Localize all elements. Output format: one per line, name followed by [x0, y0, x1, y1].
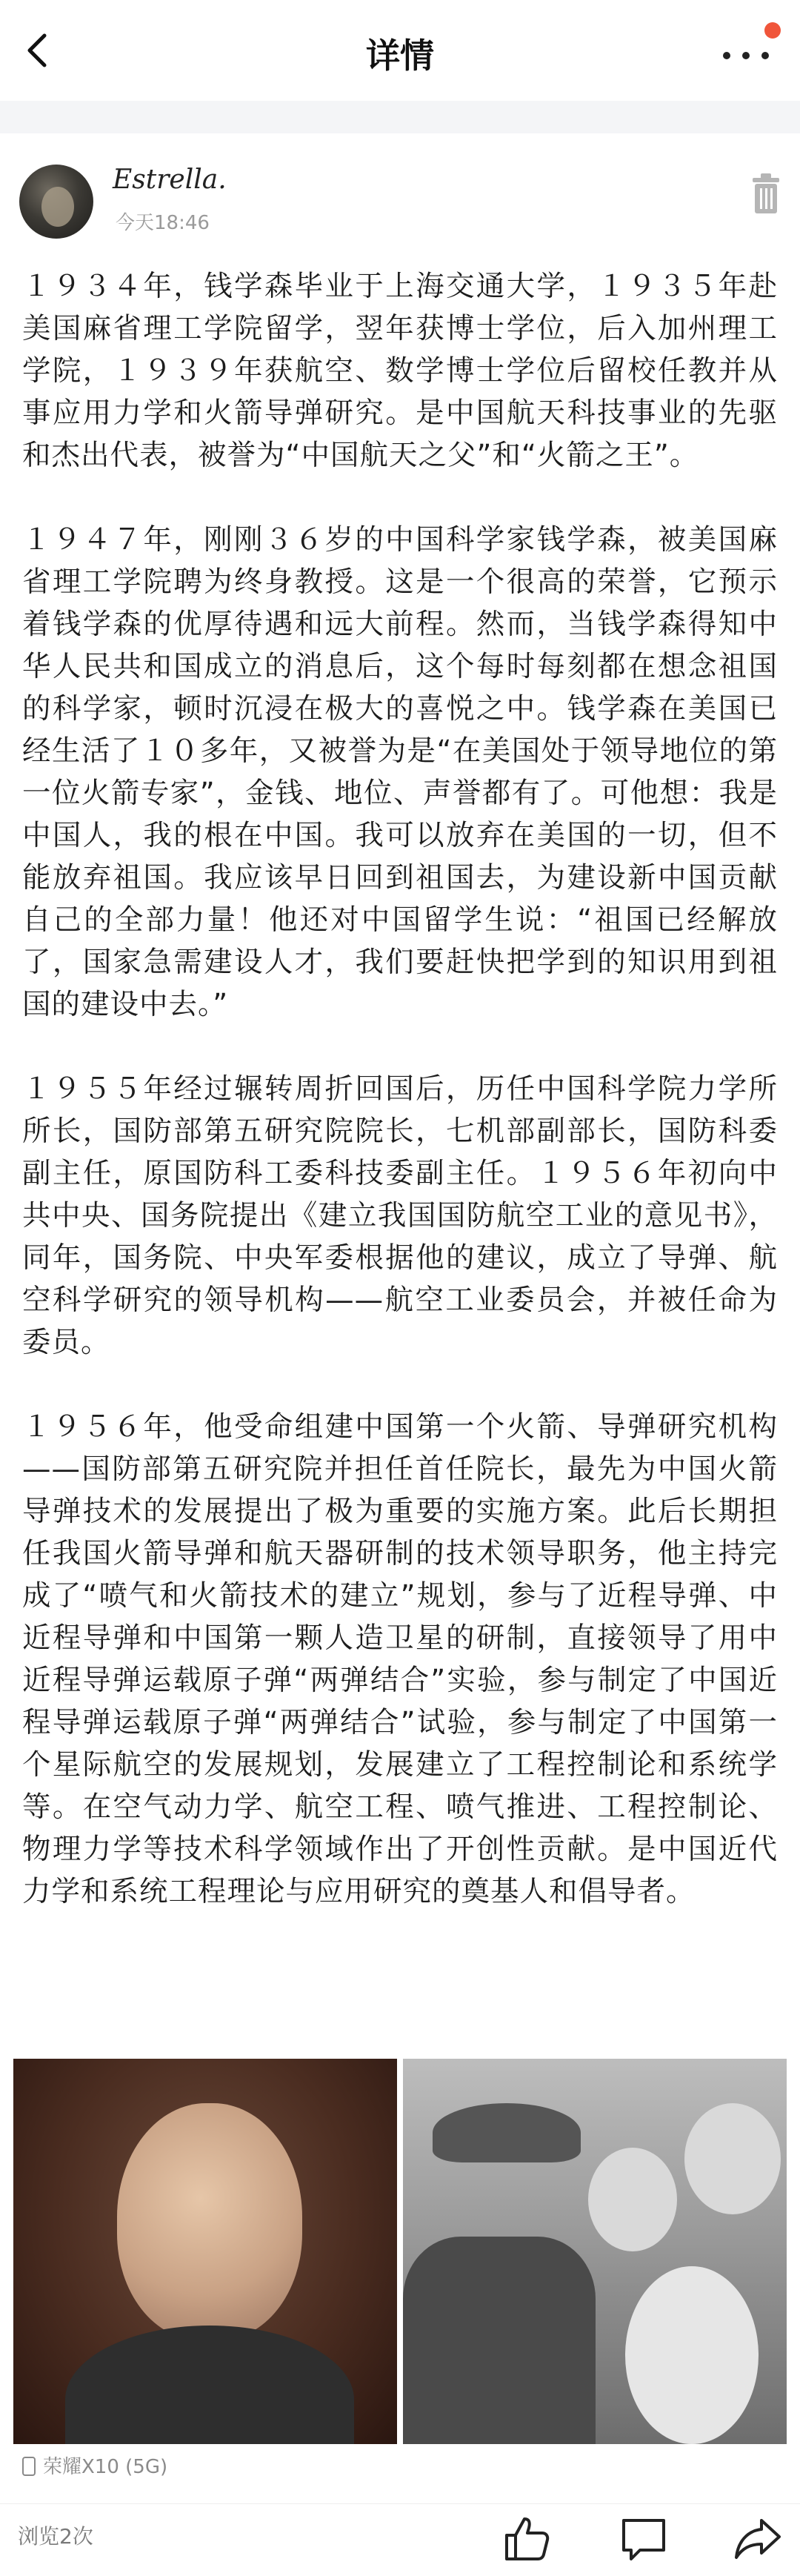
top-bar: [0, 0, 800, 101]
trash-icon[interactable]: [750, 172, 782, 216]
post-time: 今天18:46: [116, 212, 210, 234]
share-icon[interactable]: [732, 2513, 784, 2565]
paragraph-1: １９３４年，钱学森毕业于上海交通大学，１９３５年赴美国麻省理工学院留学，翌年获博士学位，后入加州理工学院，１９３９年获航空、数学博士学位后留校任教并从事应用力学和火箭导弹研究。是中国航天科技事业的先驱和杰出代表，被誉为“中国航天之父”和“火箭之王”。: [22, 270, 778, 472]
page-title: 详情: [366, 36, 434, 76]
header-divider: [0, 101, 800, 133]
more-dots-icon[interactable]: [714, 37, 781, 74]
device-name: 荣耀X10 (5G): [43, 2456, 168, 2478]
paragraph-3: １９５５年经过辗转周折回国后，历任中国科学院力学所所长，国防部第五研究院院长，七机部副部长，国防科委副主任，原国防科工委科技委副主任。１９５６年初向中共中央、国务院提出《建立我国国防航空工业的意见书》，同年，国务院、中央军委根据他的建议，成立了导弹、航空科学研究的领导机构——航空工业委员会，并被任命为委员。: [22, 1072, 778, 1359]
article-body: [22, 265, 778, 1955]
author-name[interactable]: Estrella.: [113, 165, 227, 195]
device-label: [22, 2451, 167, 2479]
phone-icon: [22, 2457, 36, 2476]
paragraph-2: １９４７年，刚刚３６岁的中国科学家钱学森，被美国麻省理工学院聘为终身教授。这是一个很高的荣誉，它预示着钱学森的优厚待遇和远大前程。然而，当钱学森得知中华人民共和国成立的消息后，这个每时每刻都在想念祖国的科学家，顿时沉浸在极大的喜悦之中。钱学森在美国已经生活了１０多年，又被誉为是“在美国处于领导地位的第一位火箭专家”，金钱、地位、声誉都有了。可他想：我是中国人，我的根在中国。我可以放弃在美国的一切，但不能放弃祖国。我应该早日回到祖国去，为建设新中国贡献自己的全部力量！他还对中国留学生说：“祖国已经解放了，国家急需建设人才，我们要赶快把学到的知识用到祖国的建设中去。”: [22, 523, 778, 1021]
group-photo[interactable]: [403, 2059, 787, 2444]
comment-icon[interactable]: [618, 2513, 670, 2565]
bottom-action-bar: [0, 2503, 800, 2576]
portrait-photo[interactable]: [13, 2059, 397, 2444]
thumbs-up-icon[interactable]: [501, 2513, 553, 2565]
notification-badge: [764, 22, 781, 39]
avatar[interactable]: [19, 165, 93, 239]
photo-grid: [13, 2059, 787, 2444]
paragraph-4: １９５６年，他受命组建中国第一个火箭、导弹研究机构——国防部第五研究院并担任首任院长，最先为中国火箭导弹技术的发展提出了极为重要的实施方案。此后长期担任我国火箭导弹和航天器研制的技术领导职务，他主持完成了“喷气和火箭技术的建立”规划，参与了近程导弹、中近程导弹和中国第一颗人造卫星的研制，直接领导了用中近程导弹运载原子弹“两弹结合”实验，参与制定了中国近程导弹运载原子弹“两弹结合”试验，参与制定了中国第一个星际航空的发展规划，发展建立了工程控制论和系统学等。在空气动力学、航空工程、喷气推进、工程控制论、物理力学等技术科学领域作出了开创性贡献。是中国近代力学和系统工程理论与应用研究的奠基人和倡导者。: [22, 1410, 778, 1908]
author-header: [19, 162, 782, 243]
view-count: 浏览2次: [18, 2524, 93, 2549]
